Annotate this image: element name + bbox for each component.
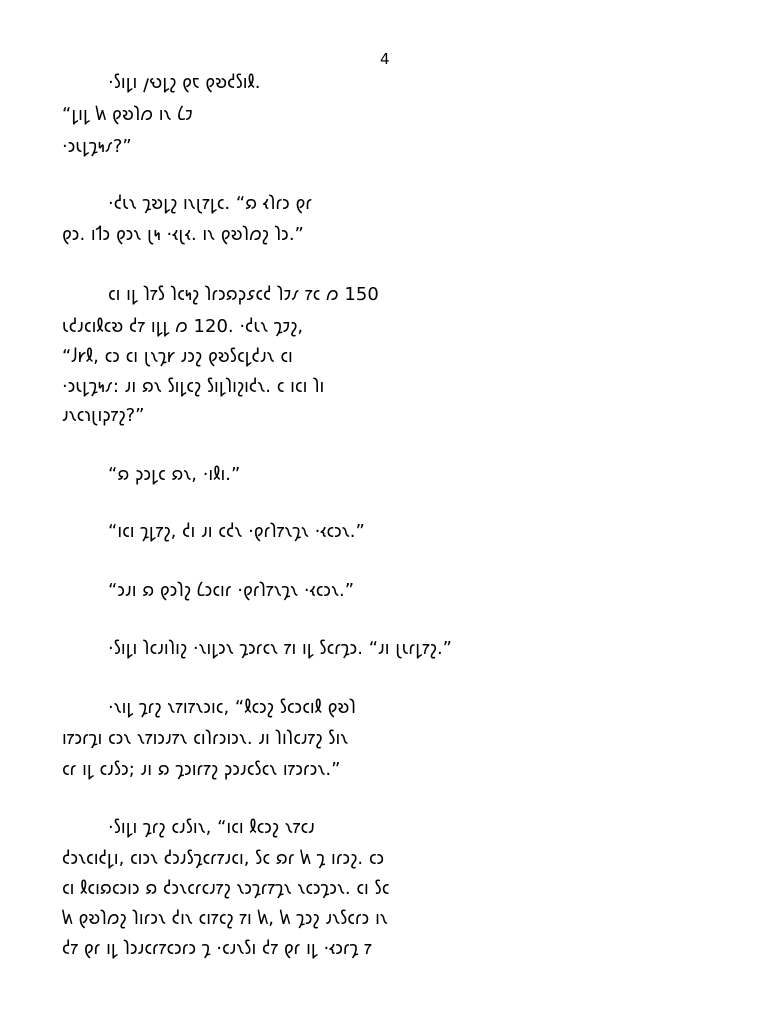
text-line: ·𐑯𐑦𐑛 𐑡𐑩𐑟 𐑯𐑳𐑦𐑳𐑯𐑮𐑦𐑤, “𐑙𐑤𐑮𐑟 𐑕𐑤𐑮𐑤𐑦𐑙 𐑞𐑹𐑐 bbox=[108, 697, 356, 718]
page-number: 4 bbox=[380, 50, 390, 68]
text-line: 𐑤𐑦 𐑦𐑛 𐑐𐑳𐑕 𐑐𐑤𐑰𐑟 𐑐𐑩𐑮𐑸𐑜𐑭𐑤𐑒 𐑐𐑲𐑥 𐑳𐑤 𐑼 150 bbox=[108, 284, 379, 305]
text-line: “𐑮𐑨𐑦 𐑸 𐑞𐑮𐑐𐑟 𐑖𐑮𐑤𐑦𐑩 ·𐑞𐑩𐑐𐑳𐑯𐑡𐑯 ·𐑬𐑤𐑮𐑯.” bbox=[108, 580, 355, 601]
text-line: ·𐑒𐑧𐑯 𐑡𐑹𐑛𐑟 𐑦𐑯𐑚𐑳𐑛𐑤. “𐑸 𐑬𐑐𐑩𐑮 𐑞𐑩 bbox=[108, 193, 313, 214]
text-line: “𐑛𐑦𐑛 𐑿 𐑞𐑹𐑐𐑼 𐑦𐑯 𐑖𐑲 bbox=[62, 104, 193, 125]
text-line: “𐑦𐑤𐑦 𐑡𐑛𐑳𐑟, 𐑒𐑦 𐑨𐑦 𐑤𐑒𐑯 ·𐑞𐑩𐑐𐑳𐑯𐑡𐑯 ·𐑬𐑤𐑮𐑯.” bbox=[108, 521, 365, 542]
text-line: “𐑓𐑾𐑙, 𐑤𐑮 𐑤𐑦 𐑚𐑯𐑡𐑾 𐑨𐑮𐑟 𐑞𐑹𐑕𐑤𐑛𐑒𐑨𐑯 𐑤𐑦 bbox=[62, 346, 293, 367]
text-line: “𐑸 𐑜𐑮𐑛𐑤 𐑸𐑯, ·𐑦𐑙𐑦.” bbox=[108, 464, 241, 485]
text-line: 𐑿 𐑞𐑹𐑐𐑼𐑟 𐑐𐑦𐑩𐑮𐑯 𐑒𐑦𐑯 𐑤𐑦𐑳𐑤𐑟 𐑳𐑦 𐑿, 𐑿 𐑡𐑮𐑟 𐑨𐑯𐑕𐑤𐑩𐑮 𐑦𐑯 bbox=[62, 908, 388, 929]
text-line: ·𐑕𐑦𐑛𐑦 𐑡𐑩𐑟 𐑤𐑨𐑕𐑦𐑯, “𐑦𐑤𐑦 𐑙𐑤𐑮𐑟 𐑯𐑳𐑤𐑨 bbox=[108, 817, 315, 838]
text-line: 𐑤𐑩 𐑦𐑛 𐑤𐑨𐑕𐑮; 𐑨𐑦 𐑸 𐑡𐑮𐑦𐑩𐑳𐑟 𐑜𐑮𐑨𐑤𐑕𐑤𐑯 𐑦𐑳𐑮𐑩𐑮𐑯.” bbox=[62, 759, 341, 780]
text-line: 𐑒𐑮𐑯𐑤𐑦𐑒𐑛𐑦, 𐑤𐑦𐑮𐑯 𐑒𐑮𐑨𐑕𐑡𐑤𐑩𐑳𐑨𐑤𐑦, 𐑕𐑤 𐑸𐑩 𐑿 𐑡 𐑦𐑩𐑮𐑟. 𐑤𐑮 bbox=[62, 848, 385, 869]
text-line: ·𐑮𐑧𐑛𐑡𐑰𐑥: 𐑨𐑦 𐑸𐑯 𐑕𐑦𐑛𐑤𐑟 𐑕𐑦𐑛𐑐𐑦𐑟𐑦𐑒𐑯. 𐑤 𐑦𐑤𐑦 𐑐𐑦 bbox=[62, 376, 325, 397]
text-line: 𐑦𐑳𐑮𐑩𐑡𐑦 𐑤𐑮𐑯 𐑯𐑳𐑦𐑮𐑨𐑳𐑯 𐑤𐑦𐑐𐑩𐑮𐑦𐑮𐑯. 𐑨𐑦 𐑐𐑦𐑐𐑤𐑨𐑳𐑟 𐑕𐑦𐑯 bbox=[62, 728, 349, 749]
text-line: 𐑨𐑯𐑤𐑪𐑚𐑦𐑜𐑳𐑟?” bbox=[62, 405, 145, 426]
text-line: ·𐑮𐑧𐑛𐑡𐑰𐑥?” bbox=[62, 136, 132, 157]
text-line: 𐑒𐑳 𐑞𐑩 𐑦𐑛 𐑐𐑮𐑨𐑤𐑩𐑳𐑤𐑮𐑩𐑮 𐑡 ·𐑤𐑨𐑯𐑕𐑦 𐑒𐑳 𐑞𐑩 𐑦𐑛 ·𐑬𐑮𐑩𐑡 𐑳 bbox=[62, 938, 372, 959]
text-line: 𐑤𐑦 𐑙𐑤𐑦𐑸𐑤𐑮𐑦𐑮 𐑸 𐑒𐑮𐑯𐑤𐑩𐑤𐑨𐑳𐑟 𐑯𐑮𐑡𐑩𐑳𐑡𐑯 𐑯𐑤𐑮𐑡𐑮𐑯. 𐑤𐑦 𐑕𐑤 bbox=[62, 878, 390, 899]
text-line: 𐑧𐑒𐑨𐑤𐑦𐑙𐑤𐑹 𐑒𐑳 𐑦𐑛𐑛 𐑼 120. ·𐑒𐑧𐑯 𐑡𐑲𐑟, bbox=[62, 316, 304, 337]
text-line: ·𐑕𐑦𐑛𐑦 𐑢𐑻𐑛𐑟 𐑞𐑱 𐑞𐑹𐑒𐑕𐑦𐑙. bbox=[108, 72, 261, 93]
text-line: 𐑞𐑮. 𐑦𐑑𐑮 𐑞𐑮𐑯 𐑚𐑰 ·𐑬𐑚𐑬. 𐑦𐑯 𐑞𐑹𐑐𐑼𐑟 𐑐𐑮.” bbox=[62, 224, 304, 245]
text-line: ·𐑕𐑦𐑛𐑦 𐑐𐑤𐑨𐑦𐑐𐑦𐑟 ·𐑯𐑦𐑛𐑮𐑯 𐑡𐑮𐑩𐑤𐑯 𐑳𐑦 𐑦𐑛 𐑕𐑤𐑩𐑡𐑮. “𐑨𐑦 𐑚𐑧𐑩𐑛𐑳𐑟.” bbox=[108, 638, 453, 659]
